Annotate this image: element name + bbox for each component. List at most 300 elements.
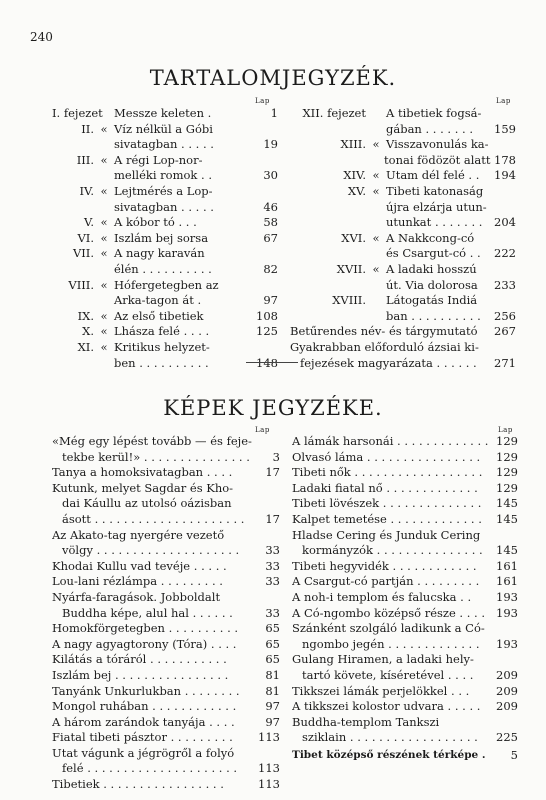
chapter-label: IV.	[79, 183, 94, 198]
picture-title: A tikkszei kolostor udvara . . . . .	[292, 699, 481, 714]
chapter-label	[52, 356, 94, 372]
chapter-line	[290, 262, 516, 278]
chapter-title: sivatagban . . . . .	[114, 137, 214, 152]
picture-title: Tanyánk Unkurlukban . . . . . . . .	[52, 683, 240, 698]
chapter-page: 46	[263, 199, 278, 214]
chapter-title: utunkat . . . . . . .	[386, 215, 483, 230]
appendix-title: fejezések magyarázata . . . . . .	[300, 355, 477, 370]
chapter-line	[52, 184, 278, 200]
chapter-ditto-mark	[94, 356, 114, 372]
picture-page: 209	[496, 683, 518, 698]
appendix-title: Gyakrabban előforduló ázsiai ki-	[290, 339, 479, 354]
picture-page	[258, 746, 280, 762]
chapter-ditto-mark	[366, 106, 386, 122]
chapter-line	[290, 215, 516, 231]
chapter-label: XV.	[347, 183, 366, 198]
chapter-label: XI.	[77, 339, 94, 354]
chapter-page	[490, 106, 516, 122]
picture-page: 209	[496, 667, 518, 682]
chapter-ditto-mark: «	[100, 230, 108, 245]
chapter-line	[52, 278, 278, 294]
pictures-left-column	[52, 434, 280, 793]
chapter-title: Visszavonulás ka-	[386, 137, 489, 152]
chapter-label	[52, 168, 94, 184]
chapter-title: gában . . . . . . .	[386, 121, 474, 136]
chapter-label	[52, 137, 94, 153]
chapter-label: IX.	[77, 308, 94, 323]
picture-page: 193	[496, 636, 518, 651]
picture-title: Khodai Kullu vad tevéje . . . . .	[52, 558, 227, 573]
chapter-label	[52, 262, 94, 278]
picture-title: Olvasó láma . . . . . . . . . . . . . . . .	[292, 449, 481, 464]
chapter-page	[490, 184, 516, 200]
chapter-label: VIII.	[68, 277, 94, 292]
picture-page	[496, 621, 518, 637]
chapter-ditto-mark: «	[372, 168, 380, 183]
picture-title: Tibetiek . . . . . . . . . . . . . . . . .	[52, 777, 224, 792]
chapter-page: 82	[263, 261, 278, 276]
picture-line	[52, 621, 280, 637]
chapter-title: ben . . . . . . . . . .	[114, 355, 209, 370]
chapter-title: Tibeti katonaság	[386, 183, 484, 198]
chapter-label: XVII.	[336, 261, 366, 276]
picture-title: Mongol ruhában . . . . . . . . . . . .	[52, 699, 237, 714]
chapter-page	[252, 340, 278, 356]
picture-title: Fiatal tibeti pásztor . . . . . . . . .	[52, 730, 233, 745]
picture-title: Tibeti hegyvidék . . . . . . . . . . . .	[292, 558, 477, 573]
page-number: 240	[30, 30, 53, 44]
chapter-label: XVI.	[341, 230, 366, 245]
chapter-page	[490, 200, 516, 216]
chapter-page: 97	[263, 293, 278, 308]
chapter-title: Lhásza felé . . . .	[114, 324, 210, 339]
chapter-page	[252, 184, 278, 200]
chapter-ditto-mark	[94, 106, 114, 122]
chapter-ditto-mark: «	[100, 152, 108, 167]
picture-title: Tikkszei lámák perjelökkel . . .	[292, 683, 470, 698]
picture-page: 65	[265, 621, 280, 636]
toc-right-column	[290, 106, 516, 371]
picture-title: Nyárfa-faragások. Jobboldalt	[52, 589, 221, 604]
picture-page: 33	[265, 558, 280, 573]
chapter-label: XIII.	[340, 137, 366, 152]
chapter-line	[52, 356, 278, 372]
chapter-title: Messze keleten .	[114, 106, 212, 120]
chapter-line	[290, 168, 516, 184]
picture-title: Az Akato-tag nyergére vezető	[52, 527, 225, 542]
appendix-line	[290, 356, 516, 372]
chapter-page: 178	[494, 152, 516, 167]
chapter-ditto-mark: «	[100, 215, 108, 230]
picture-title: Tibeti lövészek . . . . . . . . . . . . . .	[292, 496, 482, 511]
chapter-label	[52, 200, 94, 216]
chapter-page	[490, 231, 516, 247]
chapter-ditto-mark	[366, 293, 386, 309]
picture-line	[292, 512, 518, 528]
chapter-page	[252, 153, 278, 169]
chapter-ditto-mark	[366, 215, 386, 231]
chapter-label: V.	[84, 215, 94, 230]
picture-line	[52, 746, 280, 762]
chapter-line	[290, 246, 516, 262]
picture-line	[52, 777, 280, 793]
chapter-line	[52, 246, 278, 262]
picture-title: ásott . . . . . . . . . . . . . . . . . . . . .	[62, 511, 245, 526]
picture-title: Buddha képe, alul hal . . . . . .	[62, 605, 233, 620]
chapter-page: 194	[494, 168, 516, 183]
picture-page: 33	[265, 605, 280, 620]
chapter-label: XIV.	[343, 168, 366, 183]
picture-title: kormányzók . . . . . . . . . . . . . . .	[302, 543, 483, 558]
chapter-label: I. fejezet	[52, 106, 103, 120]
picture-line	[292, 496, 518, 512]
picture-line	[292, 574, 518, 590]
chapter-ditto-mark	[366, 309, 386, 325]
picture-line	[52, 652, 280, 668]
picture-line	[52, 559, 280, 575]
map-entry	[292, 748, 518, 764]
chapter-ditto-mark	[366, 246, 386, 262]
picture-line	[52, 668, 280, 684]
chapter-page	[490, 293, 516, 309]
picture-line	[52, 761, 280, 777]
chapter-line	[52, 122, 278, 138]
picture-title: Utat vágunk a jégrögről a folyó	[52, 745, 235, 760]
picture-title: A Có-ngombo középső része . . . .	[292, 605, 486, 620]
picture-page: 161	[496, 558, 518, 573]
picture-page: 129	[496, 480, 518, 495]
chapter-page: 19	[263, 137, 278, 152]
picture-title: Homokförgetegben . . . . . . . . . .	[52, 621, 239, 636]
chapter-page: 222	[494, 246, 516, 261]
picture-line	[292, 652, 518, 668]
picture-page: 97	[265, 714, 280, 729]
section-divider	[246, 362, 298, 363]
chapter-line	[290, 106, 516, 122]
chapter-ditto-mark: «	[100, 183, 108, 198]
chapter-line	[52, 168, 278, 184]
chapter-title: A ladaki hosszú	[386, 261, 477, 276]
map-entry-title: Tibet középső részének térképe .	[292, 748, 486, 761]
chapter-line	[52, 231, 278, 247]
chapter-page: 67	[263, 230, 278, 245]
picture-title: A lámák harsonái . . . . . . . . . . . . .	[292, 434, 489, 448]
chapter-line	[290, 153, 516, 169]
chapter-title: Iszlám bej sorsa	[114, 230, 209, 245]
chapter-label	[290, 153, 364, 169]
picture-title: A Csargut-có partján . . . . . . . . .	[292, 574, 480, 589]
picture-line	[52, 684, 280, 700]
picture-title: sziklain . . . . . . . . . . . . . . . . . .	[302, 730, 478, 745]
chapter-label: III.	[76, 152, 94, 167]
picture-page: 113	[258, 730, 280, 745]
picture-title: Lou-lani rézlámpa . . . . . . . . .	[52, 574, 223, 589]
picture-title: Ladaki fiatal nő . . . . . . . . . . . . .	[292, 480, 478, 495]
picture-line	[292, 559, 518, 575]
chapter-label	[52, 293, 94, 309]
chapter-ditto-mark	[366, 278, 386, 294]
picture-line	[292, 699, 518, 715]
appendix-title: Betűrendes név- és tárgymutató	[290, 324, 478, 339]
chapter-ditto-mark: «	[100, 339, 108, 354]
picture-line	[292, 606, 518, 622]
chapter-title: A kóbor tó . . .	[114, 215, 197, 230]
chapter-label: II.	[81, 121, 94, 136]
picture-line	[292, 637, 518, 653]
picture-line	[52, 528, 280, 544]
chapter-label	[290, 200, 366, 216]
chapter-title: Látogatás Indiá	[386, 293, 478, 308]
chapter-title: Utam dél felé . .	[386, 168, 480, 183]
picture-page: 225	[496, 730, 518, 745]
picture-title: Kilátás a tóráról . . . . . . . . . . .	[52, 652, 227, 667]
chapter-title: élén . . . . . . . . . .	[114, 261, 212, 276]
toc-lap-label-right: Lap	[496, 97, 511, 105]
picture-page: 17	[265, 465, 280, 480]
chapter-page: 30	[263, 168, 278, 183]
picture-line	[52, 606, 280, 622]
picture-page: 193	[496, 605, 518, 620]
appendix-line	[290, 340, 516, 356]
picture-line	[52, 450, 280, 466]
chapter-ditto-mark: «	[100, 121, 108, 136]
picture-line	[292, 590, 518, 606]
chapter-line	[290, 137, 516, 153]
chapter-label	[290, 278, 366, 294]
picture-title: Iszlám bej . . . . . . . . . . . . . . . .	[52, 667, 229, 682]
picture-line	[292, 481, 518, 497]
picture-page	[496, 715, 518, 731]
chapter-page	[490, 262, 516, 278]
picture-page: 65	[265, 636, 280, 651]
picture-page: 113	[258, 761, 280, 776]
chapter-line	[290, 200, 516, 216]
picture-line	[52, 637, 280, 653]
chapter-page	[252, 122, 278, 138]
toc-left-column	[52, 106, 278, 371]
chapter-ditto-mark: «	[100, 324, 108, 339]
picture-title: Szánként szolgáló ladikunk a Có-	[292, 621, 485, 636]
chapter-line	[52, 106, 278, 122]
picture-line	[52, 496, 280, 512]
picture-page: 33	[265, 543, 280, 558]
chapter-line	[290, 278, 516, 294]
chapter-title: melléki romok . .	[114, 168, 213, 183]
chapter-ditto-mark: «	[372, 137, 380, 152]
picture-page: 81	[265, 667, 280, 682]
picture-line	[292, 434, 518, 450]
chapter-ditto-mark: «	[372, 230, 380, 245]
picture-title: tartó követe, kíséretével . . . .	[302, 667, 474, 682]
pictures-lap-label-left: Lap	[255, 426, 270, 434]
picture-line	[292, 684, 518, 700]
chapter-line	[52, 200, 278, 216]
picture-page: 33	[265, 574, 280, 589]
chapter-title: Víz nélkül a Góbi	[114, 121, 213, 136]
picture-page: 65	[265, 652, 280, 667]
chapter-ditto-mark	[366, 122, 386, 138]
chapter-page: 1	[270, 106, 278, 120]
chapter-title: sivatagban . . . . .	[114, 199, 214, 214]
picture-page: 145	[496, 543, 518, 558]
chapter-title: újra elzárja utun-	[386, 199, 487, 214]
picture-page: 193	[496, 589, 518, 604]
picture-title: dai Káullu az utolsó oázisban	[62, 496, 232, 511]
appendix-page: 271	[494, 355, 516, 370]
picture-page	[258, 434, 280, 450]
chapter-line	[52, 262, 278, 278]
chapter-label: X.	[82, 324, 94, 339]
chapter-title: ban . . . . . . . . . .	[386, 308, 481, 323]
chapter-label: VII.	[72, 246, 94, 261]
chapter-title: A nagy karaván	[114, 246, 205, 261]
picture-title: tekbe kerül!» . . . . . . . . . . . . . . .	[62, 449, 250, 464]
picture-line	[52, 699, 280, 715]
picture-line	[52, 590, 280, 606]
picture-line	[52, 481, 280, 497]
chapter-label: XII. fejezet	[302, 106, 366, 120]
picture-line	[52, 543, 280, 559]
picture-page: 129	[496, 434, 518, 448]
chapter-title: és Csargut-có . .	[386, 246, 481, 261]
picture-line	[52, 512, 280, 528]
picture-title: Hladse Cering és Junduk Cering	[292, 527, 481, 542]
picture-title: völgy . . . . . . . . . . . . . . . . . . . .	[62, 543, 240, 558]
appendix-page: 267	[494, 324, 516, 339]
chapter-title: A régi Lop-nor-	[114, 152, 203, 167]
picture-line	[52, 730, 280, 746]
chapter-line	[290, 309, 516, 325]
chapter-line	[52, 324, 278, 340]
picture-page	[258, 496, 280, 512]
chapter-page: 204	[494, 215, 516, 230]
pictures-title: KÉPEK JEGYZÉKE.	[163, 396, 383, 420]
picture-page: 161	[496, 574, 518, 589]
chapter-line	[290, 122, 516, 138]
chapter-page: 159	[494, 121, 516, 136]
chapter-line	[52, 137, 278, 153]
pictures-right-column	[292, 434, 518, 763]
chapter-line	[52, 309, 278, 325]
chapter-line	[52, 293, 278, 309]
appendix-page	[494, 340, 516, 356]
picture-line	[292, 730, 518, 746]
picture-line	[292, 450, 518, 466]
chapter-title: Az első tibetiek	[114, 308, 204, 323]
picture-page	[496, 528, 518, 544]
map-entry-page: 5	[510, 747, 518, 762]
chapter-ditto-mark	[366, 200, 386, 216]
picture-page	[258, 528, 280, 544]
picture-title: Kutunk, melyet Sagdar és Kho-	[52, 480, 234, 495]
chapter-page: 108	[256, 308, 278, 323]
picture-line	[292, 528, 518, 544]
picture-title: Buddha-templom Tankszi	[292, 714, 440, 729]
picture-page: 145	[496, 496, 518, 511]
chapter-line	[290, 293, 516, 309]
chapter-page: 233	[494, 277, 516, 292]
picture-page	[258, 590, 280, 606]
picture-line	[52, 574, 280, 590]
picture-title: felé . . . . . . . . . . . . . . . . . . . . .	[62, 761, 238, 776]
chapter-ditto-mark	[94, 137, 114, 153]
chapter-title: A tibetiek fogsá-	[386, 106, 482, 120]
picture-title: A három zarándok tanyája . . . .	[52, 714, 235, 729]
chapter-label: XVIII.	[332, 293, 366, 308]
picture-line	[52, 434, 280, 450]
chapter-ditto-mark	[94, 293, 114, 309]
chapter-line	[52, 153, 278, 169]
chapter-title: tonai födözöt alatt	[384, 152, 491, 167]
picture-title: Kalpet temetése . . . . . . . . . . . . .	[292, 511, 482, 526]
picture-title: «Még egy lépést tovább — és feje-	[52, 434, 252, 448]
chapter-line	[52, 215, 278, 231]
picture-title: Gulang Hiramen, a ladaki hely-	[292, 652, 474, 667]
picture-title: Tanya a homoksivatagban . . . .	[52, 465, 233, 480]
chapter-title: A Nakkcong-có	[386, 230, 475, 245]
chapter-ditto-mark	[364, 153, 384, 169]
chapter-ditto-mark: «	[372, 261, 380, 276]
chapter-title: Lejtmérés a Lop-	[114, 183, 213, 198]
picture-page: 81	[265, 683, 280, 698]
chapter-page	[252, 278, 278, 294]
picture-page: 129	[496, 449, 518, 464]
chapter-title: Arka-tagon át .	[114, 293, 202, 308]
chapter-title: Hófergetegben az	[114, 277, 219, 292]
chapter-page: 58	[263, 215, 278, 230]
picture-page: 97	[265, 699, 280, 714]
picture-page	[258, 481, 280, 497]
picture-line	[52, 465, 280, 481]
picture-line	[292, 715, 518, 731]
picture-page: 17	[265, 511, 280, 526]
picture-title: A nagy agyagtorony (Tóra) . . . .	[52, 636, 237, 651]
chapter-label	[290, 246, 366, 262]
picture-title: A noh-i templom és falucska . .	[292, 589, 472, 604]
picture-page: 129	[496, 465, 518, 480]
chapter-label	[290, 309, 366, 325]
chapter-page: 256	[494, 308, 516, 323]
picture-page: 113	[258, 777, 280, 792]
chapter-line	[52, 340, 278, 356]
picture-page: 209	[496, 699, 518, 714]
chapter-ditto-mark	[94, 168, 114, 184]
chapter-ditto-mark: «	[372, 183, 380, 198]
chapter-ditto-mark: «	[100, 308, 108, 323]
chapter-line	[290, 231, 516, 247]
picture-page: 3	[272, 449, 280, 464]
appendix-line	[290, 324, 516, 340]
chapter-ditto-mark: «	[100, 246, 108, 261]
picture-page: 145	[496, 511, 518, 526]
toc-title: TARTALOMJEGYZÉK.	[149, 66, 397, 90]
chapter-line	[290, 184, 516, 200]
chapter-page	[252, 246, 278, 262]
chapter-ditto-mark	[94, 200, 114, 216]
chapter-ditto-mark	[94, 262, 114, 278]
chapter-title: Kritikus helyzet-	[114, 339, 210, 354]
picture-page	[496, 652, 518, 668]
chapter-page: 125	[256, 324, 278, 339]
picture-line	[292, 543, 518, 559]
toc-lap-label-left: Lap	[255, 97, 270, 105]
picture-line	[292, 668, 518, 684]
picture-line	[292, 621, 518, 637]
chapter-ditto-mark: «	[100, 277, 108, 292]
chapter-page: 148	[256, 355, 278, 370]
chapter-page	[490, 137, 516, 153]
chapter-label	[290, 215, 366, 231]
